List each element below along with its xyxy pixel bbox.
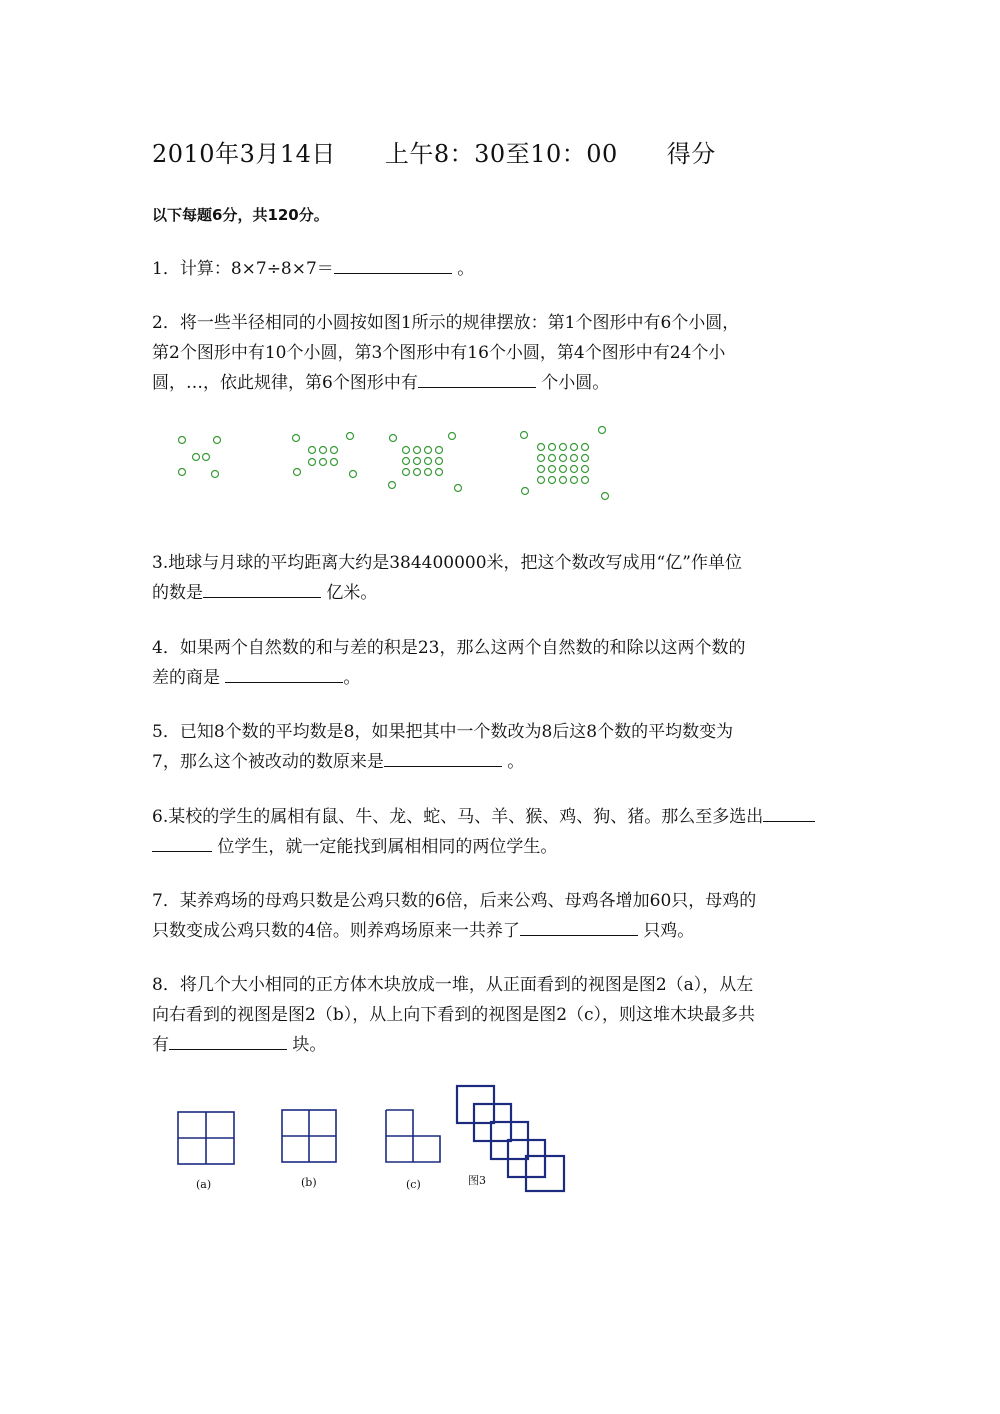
- question-1: [152, 254, 852, 284]
- q1-text: 1．计算：8×7÷8×7＝: [152, 259, 334, 279]
- q4-answer-blank[interactable]: [225, 664, 343, 683]
- circle-pattern-3: [389, 433, 462, 492]
- q5-line1: 5．已知8个数的平均数是8，如果把其中一个数改为8后这8个数的平均数变为: [152, 722, 734, 742]
- q3-line2: 的数是 亿米。: [152, 578, 852, 608]
- q2-line1: 2．将一些半径相同的小圆按如图1所示的规律摆放：第1个图形中有6个小圆，: [152, 313, 740, 333]
- instructions: 以下每题6分，共120分。: [152, 206, 329, 224]
- question-7: [152, 886, 852, 946]
- figure-2-views: [170, 1080, 590, 1210]
- exam-header: [152, 134, 716, 169]
- q2-answer-blank[interactable]: [418, 369, 536, 388]
- label-b: (b): [301, 1176, 317, 1189]
- q6-answer-blank-part2[interactable]: [152, 833, 212, 852]
- label-c: (c): [406, 1178, 421, 1191]
- circle-pattern-1: [179, 437, 221, 478]
- circle-pattern-4: [521, 427, 609, 500]
- q4-line1: 4．如果两个自然数的和与差的积是23，那么这两个自然数的和除以这两个数的: [152, 638, 746, 658]
- question-8: [152, 970, 852, 1060]
- q8-line3: 有 块。: [152, 1030, 852, 1060]
- q5-answer-blank[interactable]: [384, 748, 502, 767]
- circle-pattern-2: [293, 433, 357, 478]
- q7-line1: 7．某养鸡场的母鸡只数是公鸡只数的6倍，后来公鸡、母鸡各增加60只，母鸡的: [152, 891, 757, 911]
- question-2: [152, 308, 852, 398]
- q8-line1: 8．将几个大小相同的正方体木块放成一堆，从正面看到的视图是图2（a），从左: [152, 975, 754, 995]
- q4-line2: 差的商是 。: [152, 663, 852, 693]
- label-fig3: 图3: [468, 1174, 486, 1187]
- q6-answer-blank-part1[interactable]: [763, 803, 815, 822]
- q2-line2: 第2个图形中有10个小圆，第3个图形中有16个小圆，第4个图形中有24个小: [152, 343, 726, 363]
- q3-answer-blank[interactable]: [203, 579, 321, 598]
- figure-1-circles: [160, 420, 630, 510]
- question-4: [152, 633, 852, 693]
- q1-answer-blank[interactable]: [334, 255, 452, 274]
- q7-line2: 只数变成公鸡只数的4倍。则养鸡场原来一共养了 只鸡。: [152, 916, 852, 946]
- question-6: [152, 802, 852, 862]
- view-a-front: [178, 1112, 234, 1164]
- question-5: [152, 717, 852, 777]
- label-a: (a): [196, 1178, 212, 1191]
- score-label: 得分: [666, 140, 716, 168]
- q2-line3: 圆，…，依此规律，第6个图形中有 个小圆。: [152, 368, 852, 398]
- question-3: [152, 548, 852, 608]
- q3-line1: 3.地球与月球的平均距离大约是384400000米，把这个数改写成用“亿”作单位: [152, 553, 742, 573]
- q6-line2: 位学生，就一定能找到属相相同的两位学生。: [152, 832, 852, 862]
- view-c-top: [386, 1110, 440, 1162]
- q5-line2: 7，那么这个被改动的数原来是 。: [152, 747, 852, 777]
- q7-answer-blank[interactable]: [520, 917, 638, 936]
- q1-suffix: 。: [451, 259, 475, 279]
- exam-date: 2010年3月14日: [152, 140, 336, 168]
- view-b-side: [282, 1110, 336, 1162]
- q6-line1: 6.某校的学生的属相有鼠、牛、龙、蛇、马、羊、猴、鸡、狗、猪。那么至多选出: [152, 802, 852, 832]
- exam-time: 上午8：30至10：00: [384, 140, 618, 168]
- q8-line2: 向右看到的视图是图2（b），从上向下看到的视图是图2（c），则这堆木块最多共: [152, 1005, 756, 1025]
- q8-answer-blank[interactable]: [169, 1031, 287, 1050]
